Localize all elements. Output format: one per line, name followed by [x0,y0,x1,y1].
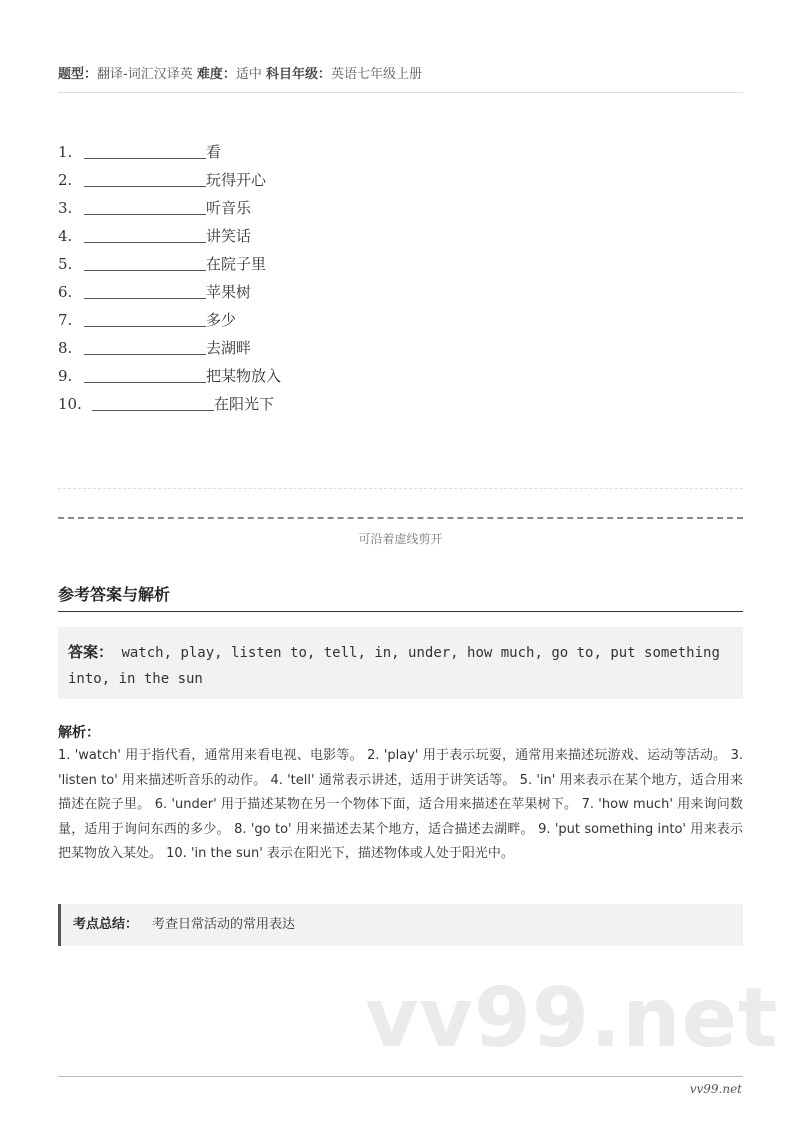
question-text: 在阳光下 [214,395,275,413]
light-dashed-divider [58,488,743,489]
subject-value: 英语七年级上册 [331,67,423,82]
answer-text: watch, play, listen to, tell, in, under, how much, go to, put something into, in the sun [68,645,720,687]
cut-dashed-line [58,517,743,519]
question-item [58,364,658,392]
question-number: 8. [58,339,73,357]
footer-site-name: vv99.net [689,1082,742,1096]
summary-label: 考点总结： [73,917,139,932]
question-number: 4. [58,227,73,245]
answer-blank[interactable] [84,226,206,243]
question-item [58,280,658,308]
difficulty-value: 适中 [235,67,262,82]
answer-label: 答案： [68,643,114,661]
question-item [58,140,658,168]
question-text: 看 [206,143,222,161]
question-text: 去湖畔 [206,339,252,357]
question-number: 2. [58,171,73,189]
analysis-label: 解析： [58,725,100,741]
header-divider [58,92,743,93]
question-item [58,196,658,224]
answer-section-title: 参考答案与解析 [58,582,743,612]
question-text: 玩得开心 [206,171,267,189]
type-value: 翻译-词汇汉译英 [97,67,193,82]
question-number: 9. [58,367,73,385]
answer-blank[interactable] [92,394,214,411]
question-number: 5. [58,255,73,273]
question-list [58,140,658,420]
difficulty-label: 难度： [196,67,236,82]
answer-blank[interactable] [84,254,206,271]
question-text: 把某物放入 [206,367,282,385]
watermark: vv99.net [365,971,779,1066]
question-item [58,252,658,280]
question-number: 6. [58,283,73,301]
answer-blank[interactable] [84,142,206,159]
subject-label: 科目年级： [266,67,332,82]
question-text: 多少 [206,311,237,329]
question-item [58,392,658,420]
answer-box [58,627,743,699]
answer-blank[interactable] [84,198,206,215]
answer-blank[interactable] [84,310,206,327]
question-number: 7. [58,311,73,329]
question-item [58,308,658,336]
question-item [58,168,658,196]
summary-box [58,904,743,946]
question-item [58,336,658,364]
question-text: 听音乐 [206,199,252,217]
answer-blank[interactable] [84,338,206,355]
question-meta-header [58,63,743,82]
question-number: 10. [58,395,82,413]
question-text: 讲笑话 [206,227,252,245]
question-text: 苹果树 [206,283,252,301]
analysis-text: 1. 'watch' 用于指代看，通常用来看电视、电影等。 2. 'play' 用于表示玩耍，通常用来描述玩游戏、运动等活动。 3. 'listen to' 用来描述听音乐的动作。 4. 'tell' 通常表示讲述，适用于讲笑话等。 5. 'in' 用来表示在某个地方，适合用来描述在院子里。 6. 'under' 用于描述某物在另一个物体下面，适合用来描述在苹果树下。 7. 'how much' 用来询问数量，适用于询问东西的多少。 8. 'go to' 用来描述去某个地方，适合描述去湖畔。 9. 'put something into' 用来表示把某物放入某处。 10. 'in the sun' 表示在阳光下，描述物体或人处于阳光中。 [58,748,743,861]
question-text: 在院子里 [206,255,267,273]
question-item [58,224,658,252]
question-number: 3. [58,199,73,217]
type-label: 题型： [58,67,98,82]
footer-divider [58,1076,743,1077]
cut-line-hint: 可沿着虚线剪开 [358,532,443,546]
answer-blank[interactable] [84,282,206,299]
question-number: 1. [58,143,73,161]
answer-blank[interactable] [84,170,206,187]
summary-text: 考查日常活动的常用表达 [152,917,296,932]
answer-blank[interactable] [84,366,206,383]
